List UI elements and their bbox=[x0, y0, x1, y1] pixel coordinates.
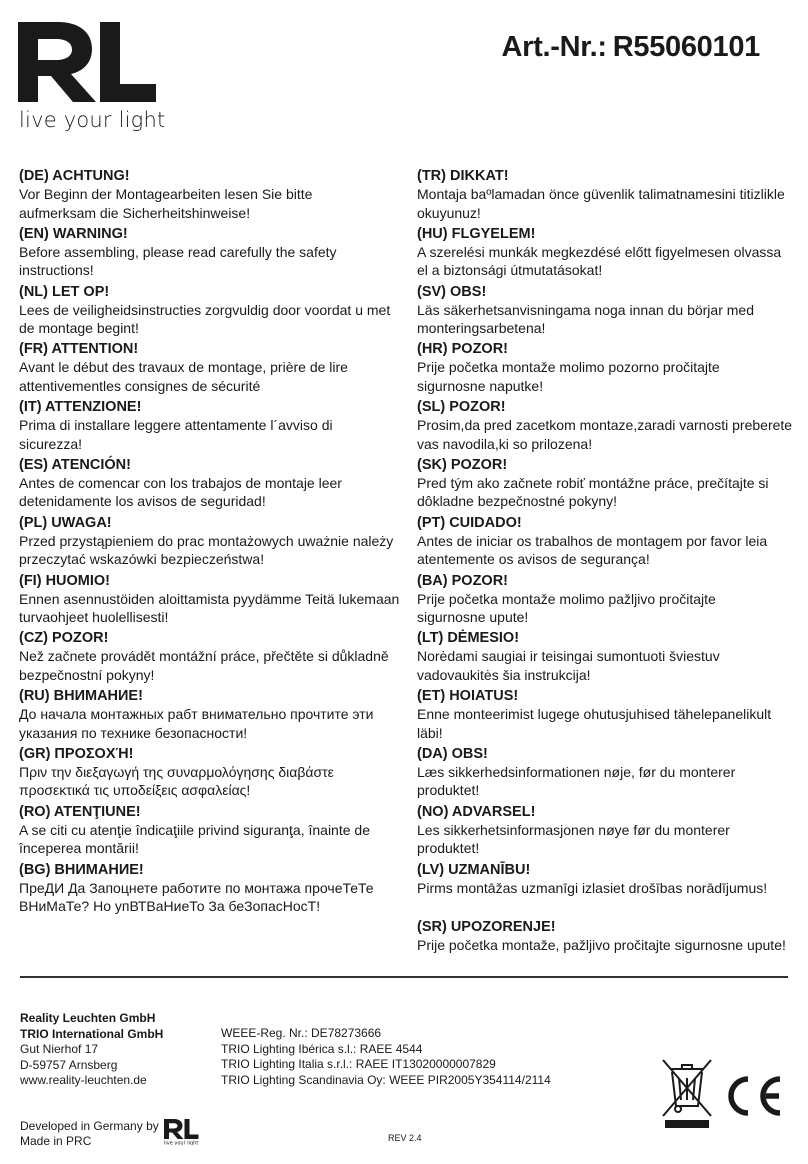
warning-block bbox=[417, 514, 795, 572]
warning-block bbox=[417, 803, 795, 861]
warning-block bbox=[417, 861, 795, 919]
warning-title: (NO) ADVARSEL! bbox=[417, 803, 536, 820]
warning-text: ВНиМаТе? Но упВТВаНиеТо За беЗопасНосТ! bbox=[19, 898, 321, 915]
warning-title: (NL) LET OP! bbox=[19, 283, 110, 300]
warning-text: sicurezza! bbox=[19, 435, 83, 452]
warning-title: (TR) DIKKAT! bbox=[417, 168, 509, 184]
warning-block bbox=[19, 340, 397, 398]
warning-title: (ET) HOIATUS! bbox=[417, 688, 519, 705]
warning-text: vadovaukitės šia instrukcija! bbox=[417, 666, 591, 683]
warning-text: monteringsarbetena! bbox=[417, 320, 546, 337]
weee-line: TRIO Lighting Ibérica s.l.: RAEE 4544 bbox=[221, 1041, 423, 1056]
warning-text: προσεκτικά τις υποδείξεις ασφαλείας! bbox=[19, 782, 251, 799]
warning-text: Prima di installare leggere attentamente l´avviso di bbox=[19, 417, 333, 434]
company-website: www.reality-leuchten.de bbox=[20, 1073, 147, 1087]
warning-text: Prije početka montaže molimo pažljivo pročitajte bbox=[417, 590, 716, 607]
warning-title: (FR) ATTENTION! bbox=[19, 341, 139, 358]
warning-text: detenidamente los avisos de seguridad! bbox=[19, 493, 266, 510]
warning-block bbox=[19, 456, 397, 514]
rl-logo-mark bbox=[18, 22, 158, 104]
warning-title: (RU) ВНИМАНИЕ! bbox=[19, 688, 143, 705]
warning-text: Πριν την διεξαγωγή της συναρμολόγησης διαβάστε bbox=[19, 763, 334, 780]
warning-block bbox=[417, 340, 795, 398]
warning-title: (EN) WARNING! bbox=[19, 225, 128, 242]
warning-text: Læs sikkerhedsinformationen nøje, før du monterer bbox=[417, 763, 736, 780]
article-number-label: Art.-Nr.: bbox=[501, 31, 607, 63]
warning-text: Przed przystąpieniem do prac montażowych uważnie należy bbox=[19, 532, 394, 549]
warning-block bbox=[417, 167, 795, 225]
warning-text: aufmerksam die Sicherheitshinweise! bbox=[19, 204, 251, 221]
warning-block bbox=[19, 283, 397, 341]
warning-title: (DA) OBS! bbox=[417, 745, 488, 762]
developed-in-germany: Developed in Germany by bbox=[20, 1119, 159, 1133]
warning-text: okuyunuz! bbox=[417, 204, 481, 221]
small-rl-logo bbox=[164, 1119, 200, 1145]
warning-title: (RO) ATENŢIUNE! bbox=[19, 803, 141, 820]
warning-text: vas navodila,ki so prilozena! bbox=[417, 435, 593, 452]
warning-title: (LV) UZMANĪBU! bbox=[417, 861, 531, 878]
warning-block bbox=[417, 629, 795, 687]
warning-text: Antes de comencar con los trabajos de montaje leer bbox=[19, 474, 342, 491]
crossed-out-wheelie-bin-icon bbox=[660, 1056, 714, 1132]
warning-text: Les sikkerhetsinformasjonen nøye før du monterer bbox=[417, 821, 730, 838]
warning-text: de montage begint! bbox=[19, 320, 139, 337]
warning-text: Läs säkerhetsanvisningama noga innan du börjar med bbox=[417, 301, 754, 318]
warning-title: (ES) ATENCIÓN! bbox=[19, 456, 131, 473]
warning-text: sigurnosne naputke! bbox=[417, 377, 544, 394]
warning-title: (LT) DĖMESIO! bbox=[417, 630, 520, 647]
warning-title: (PL) UWAGA! bbox=[19, 514, 112, 531]
warning-block bbox=[19, 861, 397, 919]
warning-text: Pirms montāžas uzmanīgi izlasiet drošības norādījumus! bbox=[417, 879, 768, 896]
warning-text: Avant le début des travaux de montage, prière de lire bbox=[19, 359, 348, 376]
warning-text: Ennen asennustöiden aloittamista pyydämme Teitä lukemaan bbox=[19, 590, 400, 607]
warning-text: produktet! bbox=[417, 782, 480, 799]
company-address bbox=[20, 1011, 163, 1089]
warning-text: instructions! bbox=[19, 262, 94, 279]
warning-text: Prije početka montaže molimo pozorno pročitajte bbox=[417, 359, 720, 376]
warning-title: (GR) ΠΡΟΣΟΧΉ! bbox=[19, 745, 134, 762]
company-name-2: TRIO International GmbH bbox=[20, 1026, 164, 1041]
warning-title: (SR) UPOZORENJE! bbox=[417, 919, 556, 936]
warning-block bbox=[417, 572, 795, 630]
warning-text: läbi! bbox=[417, 724, 443, 741]
warning-text: turvaohjeet huolellisesti! bbox=[19, 609, 169, 626]
warning-text: przeczytać wskazówki bezpieczeństwa! bbox=[19, 551, 265, 568]
warning-text: A szerelési munkák megkezdésé előtt figyelmesen olvassa bbox=[417, 243, 782, 260]
warning-text: Antes de iniciar os trabalhos de montagem por favor leia bbox=[417, 532, 768, 549]
warning-block bbox=[19, 398, 397, 456]
revision-label: REV 2.4 bbox=[388, 1133, 422, 1143]
warning-text: Prije početka montaže, pažljivo pročitajte sigurnosne upute! bbox=[417, 937, 786, 954]
warning-block bbox=[417, 225, 795, 283]
warning-text: produktet! bbox=[417, 840, 480, 857]
ce-mark-icon bbox=[722, 1074, 786, 1118]
developed-by bbox=[20, 1119, 159, 1149]
small-logo-tagline: live your light bbox=[164, 1140, 199, 1145]
brand-tagline: live your light bbox=[19, 108, 166, 132]
warning-text: Pred tým ako začnete robiť montážne práce, prečítajte si bbox=[417, 474, 769, 491]
warning-text: Norėdami saugiai ir teisingai sumontuoti šviestuv bbox=[417, 648, 720, 665]
warning-block bbox=[417, 918, 795, 976]
warning-text: Lees de veiligheidsinstructies zorgvuldig door voordat u met bbox=[19, 301, 391, 318]
weee-registrations bbox=[221, 1026, 551, 1088]
warning-text: el a biztonsági útmutatásokat! bbox=[417, 262, 603, 279]
warning-text: Prosim,da pred zacetkom montaze,zaradi varnosti preberete bbox=[417, 417, 793, 434]
article-number-value: R55060101 bbox=[612, 31, 760, 63]
warning-block bbox=[417, 745, 795, 803]
warning-block bbox=[19, 629, 397, 687]
warning-text: До начала монтажных рабт внимательно прочтите эти bbox=[19, 706, 374, 723]
footer-divider bbox=[20, 976, 788, 978]
warning-text: atentemente os avisos de segurança! bbox=[417, 551, 650, 568]
warning-text: sigurnosne upute! bbox=[417, 609, 529, 626]
warning-block bbox=[19, 167, 397, 225]
warning-text: Než začnete provádět montážní práce, přečtěte si důkladně bbox=[19, 648, 389, 665]
warning-text: Vor Beginn der Montagearbeiten lesen Sie bitte bbox=[19, 186, 313, 202]
warning-title: (PT) CUIDADO! bbox=[417, 514, 522, 531]
warning-title: (SK) POZOR! bbox=[417, 456, 508, 473]
warning-block bbox=[19, 514, 397, 572]
warning-block bbox=[19, 803, 397, 861]
warning-block bbox=[417, 456, 795, 514]
warning-title: (BG) ВНИМАНИЕ! bbox=[19, 861, 144, 878]
warning-text: bezpečnostní pokyny! bbox=[19, 666, 155, 683]
warning-title: (HR) POZOR! bbox=[417, 341, 509, 358]
weee-line: WEEE-Reg. Nr.: DE78273666 bbox=[221, 1026, 382, 1040]
article-number bbox=[501, 31, 760, 64]
warning-text: dôkladne bezpečnostné pokyny! bbox=[417, 493, 618, 510]
warning-text: указания по технике безопасности! bbox=[19, 724, 248, 741]
warning-block bbox=[19, 687, 397, 745]
warning-text: Before assembling, please read carefully the safety bbox=[19, 243, 337, 260]
warning-block bbox=[417, 283, 795, 341]
warning-title: (CZ) POZOR! bbox=[19, 630, 109, 647]
warning-text: Montaja baºlamadan önce güvenlik talimatnamesini titizlikle bbox=[417, 186, 785, 202]
warning-block bbox=[19, 225, 397, 283]
company-city: D-59757 Arnsberg bbox=[20, 1057, 118, 1072]
warning-text: ПреДИ Да Запоцнете работите по монтажа прочеТеТе bbox=[19, 879, 374, 896]
warning-title: (FI) HUOMIO! bbox=[19, 572, 111, 589]
warning-title: (SL) POZOR! bbox=[417, 399, 506, 416]
warning-text: A se citi cu atenţie îndicaţiile privind siguranţa, înainte de bbox=[19, 821, 370, 838]
warnings-right-column bbox=[417, 167, 795, 976]
warning-title: (IT) ATTENZIONE! bbox=[19, 399, 142, 416]
warnings-left-column bbox=[19, 167, 400, 918]
weee-line: TRIO Lighting Italia s.r.l.: RAEE IT13020000007829 bbox=[221, 1057, 496, 1071]
warning-block bbox=[417, 398, 795, 456]
brand-logo bbox=[18, 22, 166, 142]
warning-block bbox=[19, 745, 397, 803]
warning-block bbox=[417, 687, 795, 745]
company-name-1: Reality Leuchten GmbH bbox=[20, 1011, 156, 1025]
warning-title: (SV) OBS! bbox=[417, 283, 487, 300]
warning-title: (BA) POZOR! bbox=[417, 572, 509, 589]
made-in: Made in PRC bbox=[20, 1134, 92, 1148]
warning-block bbox=[19, 572, 400, 630]
warning-title: (DE) ACHTUNG! bbox=[19, 168, 130, 184]
weee-line: TRIO Lighting Scandinavia Oy: WEEE PIR2005Y354114/2114 bbox=[221, 1072, 551, 1087]
warning-title: (HU) FLGYELEM! bbox=[417, 225, 536, 242]
warning-text: attentivementles consignes de sécurité bbox=[19, 377, 261, 394]
warning-text: Enne monteerimist lugege ohutusjuhised tähelepanelikult bbox=[417, 706, 772, 723]
warning-text: începerea montării! bbox=[19, 840, 139, 857]
company-street: Gut Nierhof 17 bbox=[20, 1042, 99, 1056]
